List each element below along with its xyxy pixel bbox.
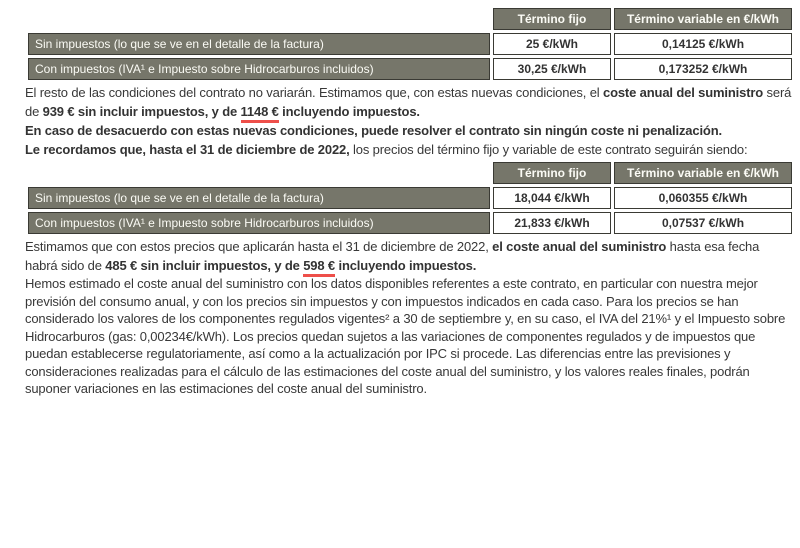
table-corner-spacer	[28, 8, 490, 30]
paragraph-new-conditions-cost	[25, 83, 792, 121]
cost-without-taxes: 485 € sin incluir impuestos, y de	[105, 258, 304, 273]
current-fixed-term-without-taxes: 18,044 €/kWh	[493, 187, 611, 209]
text-run: los precios del término fijo y variable de este contrato seguirán siendo:	[349, 142, 748, 157]
underlined-amount-with-taxes: 598 €	[303, 258, 335, 277]
new-fixed-term-with-taxes: 30,25 €/kWh	[493, 58, 611, 80]
current-variable-term-with-taxes: 0,07537 €/kWh	[614, 212, 792, 234]
text-run: hasta esa fecha habrá sido de	[25, 239, 760, 273]
row-label-without-taxes: Sin impuestos (lo que se ve en el detalle de la factura)	[28, 187, 490, 209]
paragraph-estimation-disclaimer: Hemos estimado el coste anual del suministro con los datos disponibles referentes a este contrato, en particular con nuestra mejor previsión del consumo anual, y con los precios sin impuestos y con impuestos indicados en cada caso. Para los precios se han considerado los valores de los componentes regulados vigentes² a 30 de septiembre y, en su caso, el IVA del 21%¹ y el Impuesto sobre Hidrocarburos (gas: 0,00234€/kWh). Los precios quedan sujetos a las variaciones de componentes regulados y de impuestos que puedan establecerse regulatoriamente, así como a la actualización por IPC si procede. Las diferencias entre las previsiones y consideraciones realizadas para el cálculo de las estimaciones del coste anual del suministro, y los valores reales finales, podrán suponer variaciones en las estimaciones del coste anual del suministro.	[25, 276, 786, 396]
paragraph-reminder-until-2022	[25, 140, 792, 159]
text-run: incluyendo impuestos.	[278, 104, 420, 119]
current-variable-term-without-taxes: 0,060355 €/kWh	[614, 187, 792, 209]
table-corner-spacer	[28, 162, 490, 184]
table-header-row	[28, 162, 792, 184]
text-run: incluyendo impuestos.	[335, 258, 477, 273]
column-header-fixed-term: Término fijo	[493, 8, 611, 30]
table-row	[28, 187, 792, 209]
table-row	[28, 33, 792, 55]
column-header-fixed-term: Término fijo	[493, 162, 611, 184]
new-prices-table	[25, 5, 795, 83]
row-label-without-taxes: Sin impuestos (lo que se ve en el detalle de la factura)	[28, 33, 490, 55]
paragraph-current-cost-estimate	[25, 237, 792, 275]
text-run: En caso de desacuerdo con estas nuevas condiciones, puede resolver el contrato sin ningún coste ni penalización.	[25, 123, 722, 138]
new-fixed-term-without-taxes: 25 €/kWh	[493, 33, 611, 55]
current-prices-table	[25, 159, 795, 237]
new-variable-term-with-taxes: 0,173252 €/kWh	[614, 58, 792, 80]
table-header-row	[28, 8, 792, 30]
annual-cost-phrase: coste anual del suministro	[602, 85, 764, 100]
annual-cost-phrase: el coste anual del suministro	[492, 239, 667, 254]
table-row	[28, 58, 792, 80]
row-label-with-taxes: Con impuestos (IVA¹ e Impuesto sobre Hidrocarburos incluidos)	[28, 212, 490, 234]
text-run: será de	[25, 85, 792, 119]
reminder-date-phrase: Le recordamos que, hasta el 31 de diciembre de 2022,	[25, 142, 350, 157]
column-header-variable-term: Término variable en €/kWh	[614, 8, 792, 30]
cost-without-taxes: 939 € sin incluir impuestos, y de	[42, 104, 241, 119]
current-fixed-term-with-taxes: 21,833 €/kWh	[493, 212, 611, 234]
row-label-with-taxes: Con impuestos (IVA¹ e Impuesto sobre Hidrocarburos incluidos)	[28, 58, 490, 80]
text-run: El resto de las condiciones del contrato no variarán. Estimamos que, con estas nuevas condiciones, el	[25, 85, 603, 100]
text-run: Estimamos que con estos precios que aplicarán hasta el 31 de diciembre de 2022,	[25, 239, 493, 254]
column-header-variable-term: Término variable en €/kWh	[614, 162, 792, 184]
underlined-amount-with-taxes: 1148 €	[241, 104, 279, 123]
new-variable-term-without-taxes: 0,14125 €/kWh	[614, 33, 792, 55]
table-row	[28, 212, 792, 234]
paragraph-cancellation-right	[25, 121, 792, 140]
